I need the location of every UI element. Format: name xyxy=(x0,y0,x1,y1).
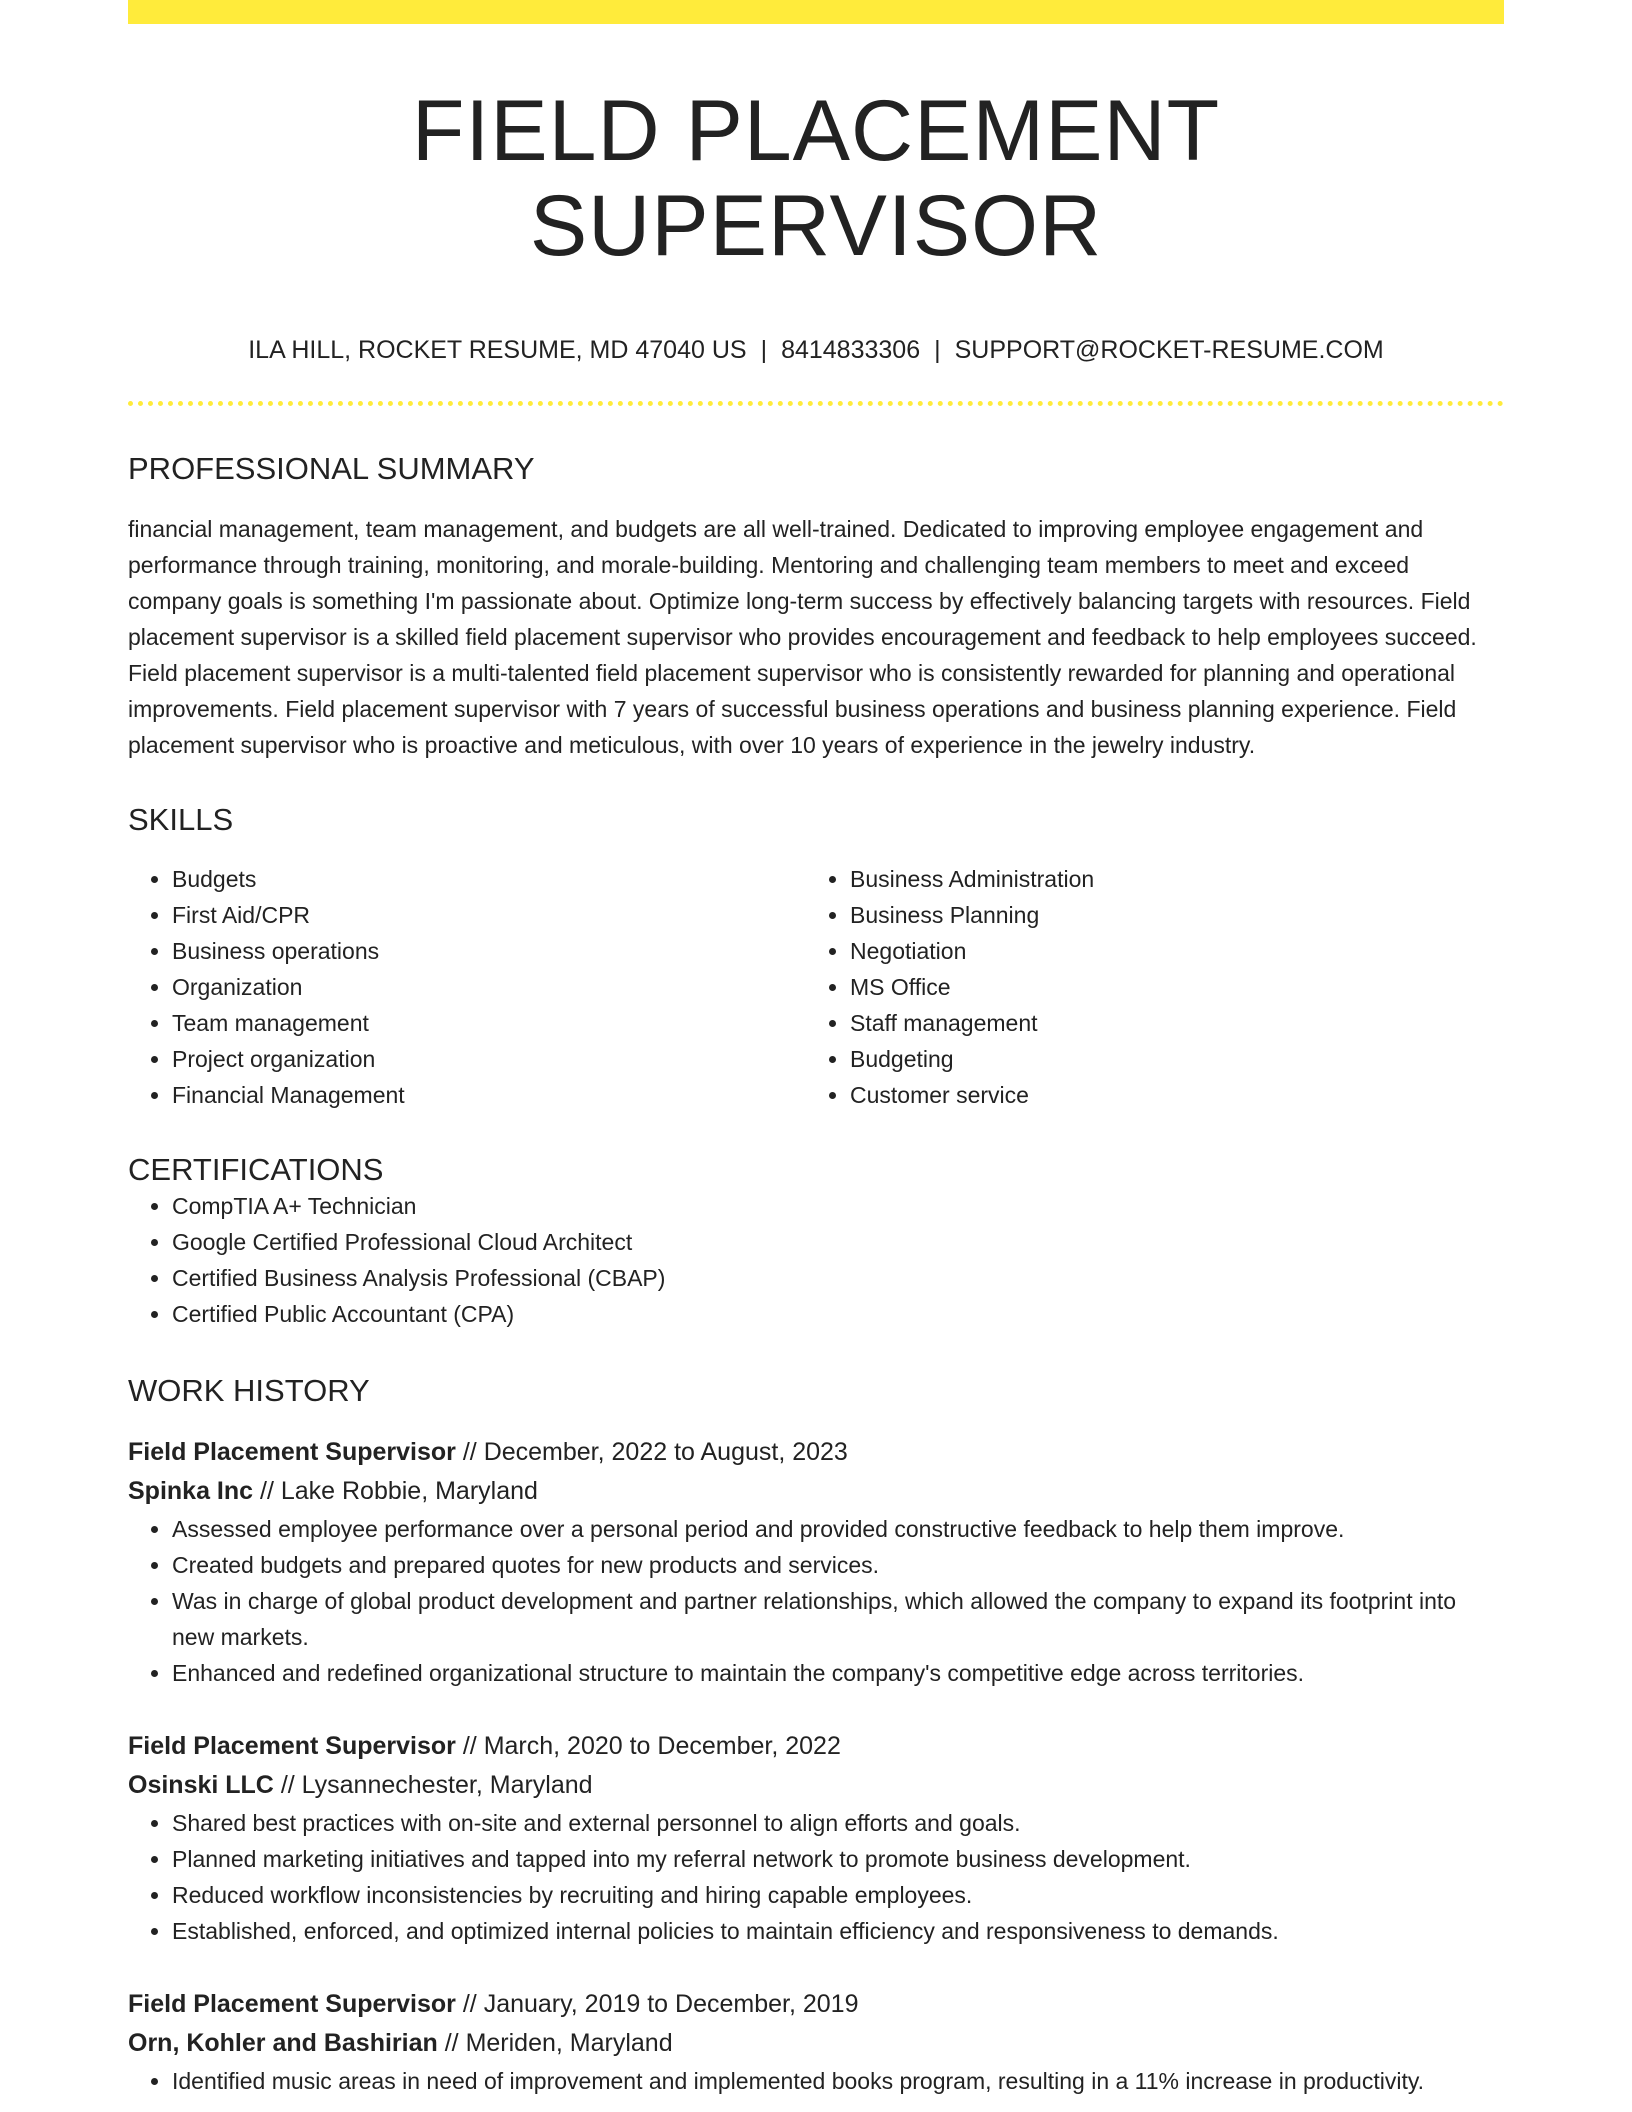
job-title: Field Placement Supervisor xyxy=(128,1731,456,1760)
job-company-line xyxy=(128,2024,1504,2063)
skill-item: • Business operations xyxy=(172,933,806,969)
job-title: Field Placement Supervisor xyxy=(128,1437,456,1466)
job-bullet: • Identified music areas in need of improvement and implemented books program, resulting in a 11% increase in productivity. xyxy=(172,2063,1504,2099)
skill-item: • Budgeting xyxy=(850,1041,1484,1077)
skill-item: • Financial Management xyxy=(172,1077,806,1113)
job-location: // Meriden, Maryland xyxy=(437,2028,673,2057)
job-location: // Lysannechester, Maryland xyxy=(273,1770,593,1799)
skill-item: • Team management xyxy=(172,1005,806,1041)
skill-item: • Negotiation xyxy=(850,933,1484,969)
certification-item: • Google Certified Professional Cloud Architect xyxy=(172,1224,1504,1260)
job-entry xyxy=(128,1433,1504,1691)
skills-list-right xyxy=(806,861,1484,1113)
job-title-line xyxy=(128,1985,1504,2024)
job-bullet: • Shared best practices with on-site and external personnel to align efforts and goals. xyxy=(172,1805,1504,1841)
dotted-divider xyxy=(128,401,1504,406)
job-entry xyxy=(128,1727,1504,1949)
job-entry xyxy=(128,1985,1504,2099)
job-bullet: • Created budgets and prepared quotes for new products and services. xyxy=(172,1547,1504,1583)
skill-item: • Project organization xyxy=(172,1041,806,1077)
skill-item: • Customer service xyxy=(850,1077,1484,1113)
skill-item: • Budgets xyxy=(172,861,806,897)
skills-grid xyxy=(128,861,1504,1113)
skill-item: • Business Planning xyxy=(850,897,1484,933)
job-title-line xyxy=(128,1727,1504,1766)
job-title-line xyxy=(128,1433,1504,1472)
summary-heading: PROFESSIONAL SUMMARY xyxy=(128,451,535,487)
contact-line xyxy=(128,335,1504,365)
skills-column-left xyxy=(128,861,806,1113)
skill-item: • MS Office xyxy=(850,969,1484,1005)
skill-item: • Business Administration xyxy=(850,861,1484,897)
certifications-list xyxy=(128,1188,1504,1332)
resume-title: FIELD PLACEMENT SUPERVISOR xyxy=(411,83,1221,274)
skill-item: • Organization xyxy=(172,969,806,1005)
skills-heading: SKILLS xyxy=(128,802,234,838)
job-bullet: • Enhanced and redefined organizational structure to maintain the company's competitive edge across territories. xyxy=(172,1655,1504,1691)
job-location: // Lake Robbie, Maryland xyxy=(253,1476,538,1505)
skill-item: • Staff management xyxy=(850,1005,1484,1041)
certification-item: • CompTIA A+ Technician xyxy=(172,1188,1504,1224)
job-bullets xyxy=(128,1511,1504,1691)
job-bullet: • Established, enforced, and optimized internal policies to maintain efficiency and responsiveness to demands. xyxy=(172,1913,1504,1949)
job-company: Osinski LLC xyxy=(128,1770,274,1799)
job-bullets xyxy=(128,2063,1504,2099)
contact-email: SUPPORT@ROCKET-RESUME.COM xyxy=(954,336,1384,365)
certification-item: • Certified Public Accountant (CPA) xyxy=(172,1296,1504,1332)
contact-separator: | xyxy=(934,336,941,365)
summary-text: financial management, team management, and budgets are all well-trained. Dedicated to improving employee engagement and performance through training, monitoring, and morale-building. Mentoring and challenging team members to meet and exceed company goals is something I'm passionate about. Optimize long-term success by effectively balancing targets with resources. Field placement supervisor is a skilled field placement supervisor who provides encouragement and feedback to help employees succeed. Field placement supervisor is a multi-talented field placement supervisor who is consistently rewarded for planning and operational improvements. Field placement supervisor with 7 years of successful business operations and business planning experience. Field placement supervisor who is proactive and meticulous, with over 10 years of experience in the jewelry industry. xyxy=(128,516,1477,759)
skill-item: • First Aid/CPR xyxy=(172,897,806,933)
contact-phone: 8414833306 xyxy=(781,336,921,365)
job-company: Spinka Inc xyxy=(128,1476,254,1505)
certification-item: • Certified Business Analysis Professional (CBAP) xyxy=(172,1260,1504,1296)
job-dates: // March, 2020 to December, 2022 xyxy=(455,1731,841,1760)
job-company-line xyxy=(128,1766,1504,1805)
job-bullet: • Reduced workflow inconsistencies by recruiting and hiring capable employees. xyxy=(172,1877,1504,1913)
job-bullet: • Assessed employee performance over a personal period and provided constructive feedback to help them improve. xyxy=(172,1511,1504,1547)
job-company-line xyxy=(128,1472,1504,1511)
contact-address: ILA HILL, ROCKET RESUME, MD 47040 US xyxy=(248,336,747,365)
job-bullet: • Planned marketing initiatives and tapped into my referral network to promote business development. xyxy=(172,1841,1504,1877)
accent-top-bar xyxy=(128,0,1504,24)
job-bullet: • Was in charge of global product development and partner relationships, which allowed the company to expand its footprint into new markets. xyxy=(172,1583,1504,1655)
skills-column-right xyxy=(806,861,1484,1113)
job-title: Field Placement Supervisor xyxy=(128,1989,456,2018)
skills-list-left xyxy=(128,861,806,1113)
contact-separator: | xyxy=(760,336,768,365)
job-bullets xyxy=(128,1805,1504,1949)
job-dates: // January, 2019 to December, 2019 xyxy=(455,1989,859,2018)
job-dates: // December, 2022 to August, 2023 xyxy=(455,1437,848,1466)
work-history-heading: WORK HISTORY xyxy=(128,1372,370,1408)
resume-page xyxy=(128,0,1504,2099)
certifications-heading: CERTIFICATIONS xyxy=(128,1151,384,1187)
job-company: Orn, Kohler and Bashirian xyxy=(128,2028,438,2057)
